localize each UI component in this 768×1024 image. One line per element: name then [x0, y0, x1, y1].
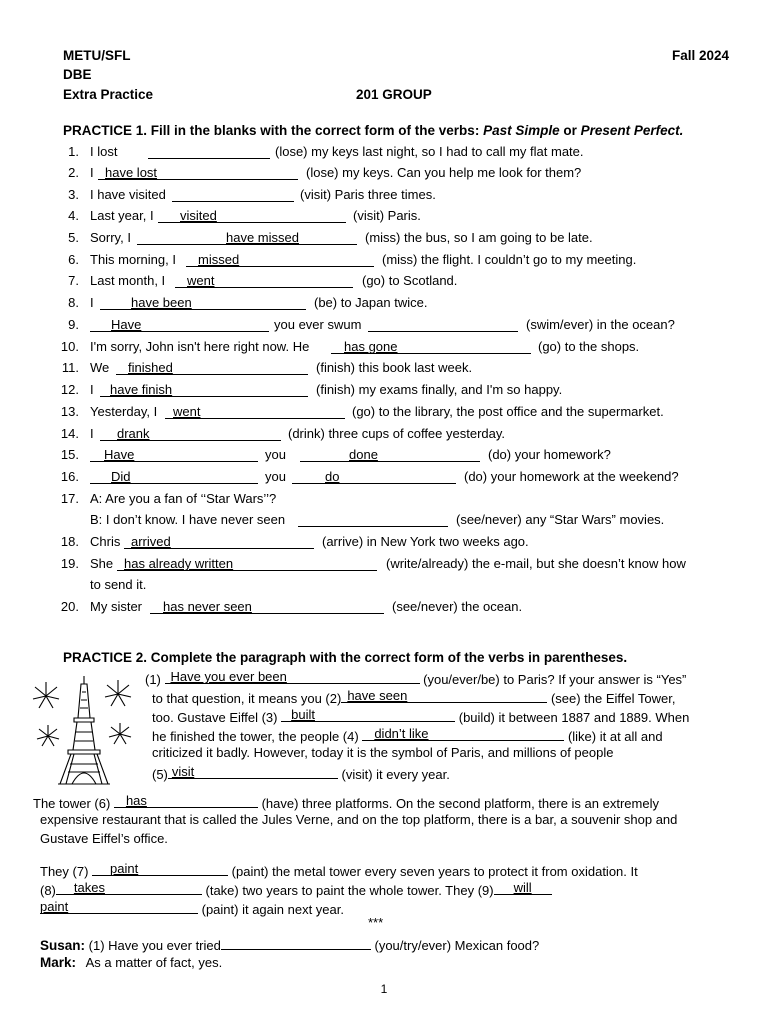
- answer-blank[interactable]: [298, 512, 448, 527]
- answer-text: drank: [117, 426, 150, 441]
- answer-blank[interactable]: paint: [92, 861, 228, 876]
- answer-text: have missed: [226, 230, 299, 245]
- term: Fall 2024: [672, 48, 730, 63]
- answer-text: do: [325, 469, 340, 484]
- paragraph1-line: to that question, it means you (2) have seen (see) the Eiffel Tower,: [152, 688, 676, 706]
- exercise-item: 3. I have visited (visit) Paris three times.: [68, 187, 436, 202]
- exercise-item: 7. Last month, I went (go) to Scotland.: [68, 273, 458, 288]
- paragraph2-line: Gustave Eiffel’s office.: [40, 831, 168, 846]
- paragraph3-line: (8) takes (take) two years to paint the whole tower. They (9) will: [40, 880, 552, 898]
- answer-text: Did: [111, 469, 131, 484]
- department: DBE: [63, 67, 92, 82]
- exercise-item: 5. Sorry, I have missed (miss) the bus, so I am going to be late.: [68, 230, 593, 245]
- answer-text: have finish: [110, 382, 173, 397]
- answer-blank[interactable]: [292, 469, 456, 484]
- exercise-item: 12. I have finish (finish) my exams finally, and I'm so happy.: [60, 382, 563, 397]
- exercise-item: 8. I have been (be) to Japan twice.: [68, 295, 428, 310]
- speaker-name: Susan:: [40, 938, 86, 953]
- exercise-item: 18. Chris arrived (arrive) in New York two weeks ago.: [60, 534, 529, 549]
- exercise-item: 4. Last year, I visited (visit) Paris.: [68, 208, 421, 223]
- answer-text: missed: [198, 252, 240, 267]
- answer-text: visited: [180, 208, 217, 223]
- answer-text: Have: [104, 447, 135, 462]
- answer-text: has never seen: [163, 599, 252, 614]
- paragraph3-line: paint (paint) it again next year.: [40, 899, 344, 917]
- exercise-item: 1. I lost (lose) my keys last night, so I had to call my flat mate.: [68, 144, 584, 159]
- eiffel-tower-icon: [30, 674, 138, 788]
- answer-blank[interactable]: [300, 447, 480, 462]
- answer-blank[interactable]: visit: [168, 764, 338, 779]
- answer-blank[interactable]: didn’t like: [362, 726, 564, 741]
- answer-blank[interactable]: will: [494, 880, 552, 895]
- paragraph2-line: The tower (6) has (have) three platforms. On the second platform, there is an extremely: [33, 793, 659, 811]
- speaker-name: Mark:: [40, 955, 77, 970]
- answer-text: Have: [111, 317, 142, 332]
- answer-blank[interactable]: paint: [40, 899, 198, 914]
- answer-text: went: [173, 404, 201, 419]
- answer-text: have been: [131, 295, 192, 310]
- answer-blank[interactable]: built: [281, 707, 455, 722]
- exercise-item: 20. My sister has never seen (see/never) the ocean.: [60, 599, 523, 614]
- answer-text: finished: [128, 360, 173, 375]
- exercise-item: 9. Have you ever swum (swim/ever) in the ocean?: [68, 317, 675, 332]
- exercise-item: 10. I'm sorry, John isn't here right now. He has gone (go) to the shops.: [60, 339, 640, 354]
- practice2-title: PRACTICE 2. Complete the paragraph with the correct form of the verbs in parentheses.: [63, 650, 628, 665]
- dialogue-line: Mark: As a matter of fact, yes.: [40, 955, 223, 970]
- paragraph3-line: They (7) paint (paint) the metal tower every seven years to protect it from oxidation. It: [40, 861, 638, 879]
- exercise-item: 15. Have you done (do) your homework?: [60, 447, 611, 462]
- dialogue-line: Susan: (1) Have you ever tried (you/try/ever) Mexican food?: [40, 935, 539, 953]
- exercise-item: 2. I have lost (lose) my keys. Can you help me look for them?: [68, 165, 582, 180]
- paragraph1-line: he finished the tower, the people (4) didn’t like (like) it at all and: [152, 726, 663, 744]
- exercise-item-continued: to send it.: [90, 577, 147, 592]
- page-number: 1: [380, 982, 388, 996]
- answer-text: went: [187, 273, 215, 288]
- institution: METU/SFL: [63, 48, 131, 63]
- answer-text: has already written: [124, 556, 234, 571]
- paragraph1-line: too. Gustave Eiffel (3) built (build) it between 1887 and 1889. When: [152, 707, 690, 725]
- answer-text: has gone: [344, 339, 398, 354]
- paragraph1-line: criticized it badly. However, today it is the symbol of Paris, and millions of people: [152, 745, 614, 760]
- answer-blank[interactable]: takes: [56, 880, 202, 895]
- exercise-item: 13. Yesterday, I went (go) to the library, the post office and the supermarket.: [60, 404, 664, 419]
- answer-blank[interactable]: Have you ever been: [165, 669, 420, 684]
- group-label: 201 GROUP: [356, 87, 432, 102]
- exercise-item: 19. She has already written (write/already) the e-mail, but she doesn’t know how: [60, 556, 686, 571]
- paragraph1-line: (1) Have you ever been (you/ever/be) to Paris? If your answer is “Yes”: [145, 669, 687, 687]
- answer-blank[interactable]: [172, 187, 294, 202]
- exercise-item: 6. This morning, I missed (miss) the flight. I couldn’t go to my meeting.: [68, 252, 637, 267]
- paragraph1-line: (5) visit (visit) it every year.: [152, 764, 450, 782]
- exercise-item: 16. Did you do (do) your homework at the weekend?: [60, 469, 679, 484]
- answer-text: done: [349, 447, 378, 462]
- answer-blank[interactable]: [221, 935, 371, 950]
- answer-text: have lost: [105, 165, 158, 180]
- practice1-title: PRACTICE 1. Fill in the blanks with the correct form of the verbs: Past Simple or Present Perfect.: [63, 123, 684, 138]
- document-type: Extra Practice: [63, 87, 154, 102]
- exercise-item: 14. I drank (drink) three cups of coffee yesterday.: [60, 426, 506, 441]
- exercise-item: 11. We finished (finish) this book last week.: [61, 360, 473, 375]
- answer-blank[interactable]: [148, 144, 270, 159]
- answer-blank[interactable]: [368, 317, 518, 332]
- answer-blank[interactable]: has: [114, 793, 258, 808]
- answer-text: arrived: [131, 534, 171, 549]
- separator-stars: ***: [368, 915, 384, 930]
- answer-blank[interactable]: have seen: [341, 688, 547, 703]
- exercise-item: 17. A: Are you a fan of ‘‘Star Wars’’?: [60, 491, 277, 506]
- exercise-item-continued: B: I don’t know. I have never seen (see/never) any “Star Wars” movies.: [90, 512, 665, 527]
- paragraph2-line: expensive restaurant that is called the Jules Verne, and on the top platform, there is a bar, a souvenir shop and: [40, 812, 678, 827]
